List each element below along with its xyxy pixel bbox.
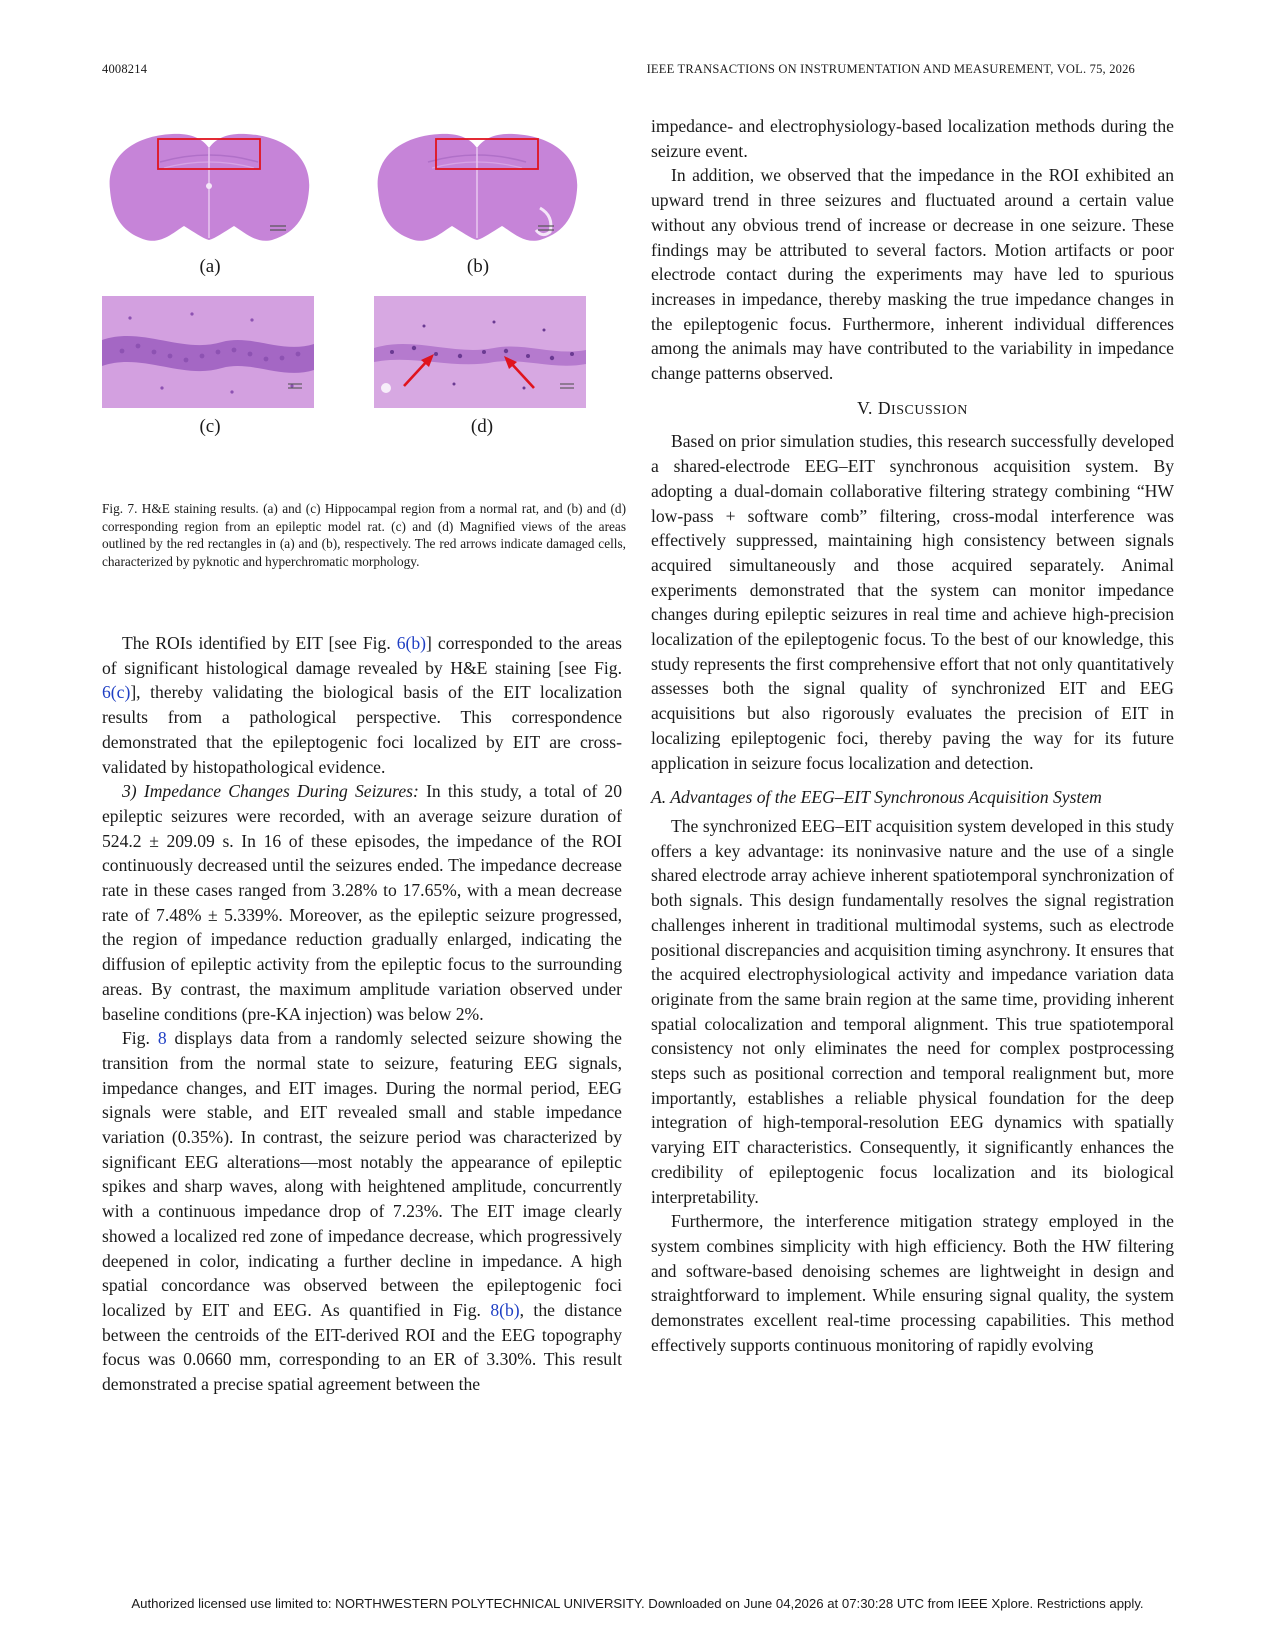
paragraph: Furthermore, the interference mitigation strategy employed in the system combines simplicity with high efficiency. Both the HW filtering and software-based denoising schemes are lightweight in design and straightforward to implement. While ensuring signal quality, the system demonstrates excellent real-time processing capabilities. This method effectively supports continuous monitoring of rapidly evolving xyxy=(651,1211,1174,1355)
paragraph: Fig. 8 displays data from a randomly selected seizure showing the transition from the normal state to seizure, featuring EEG signals, impedance changes, and EIT images. During the normal period, EEG signals were stable, and EIT revealed small and stable impedance variation (0.35%). In contrast, the seizure period was characterized by significant EEG alterations—most notably the appearance of epileptic spikes and sharp waves, along with heightened amplitude, concurrently with a continuous impedance drop of 7.23%. The EIT image clearly showed a localized red zone of impedance decrease, which progressively deepened in color, indicating a further decline in impedance. A high spatial concordance was observed between the epileptogenic foci localized by EIT and EEG. As quantified in Fig. 8(b), the distance between the centroids of the EIT-derived ROI and the EEG topography focus was 0.0660 mm, corresponding to an ER of 3.30%. This result demonstrated a precise spatial agreement between the xyxy=(102,1028,622,1395)
panel-a-brain-slice xyxy=(102,128,317,252)
journal-header: IEEE TRANSACTIONS ON INSTRUMENTATION AND MEASUREMENT, VOL. 75, 2026 xyxy=(646,62,1135,76)
figure-reference-link[interactable]: 8(b) xyxy=(490,1299,520,1320)
paragraph: Based on prior simulation studies, this research successfully developed a shared-electrode EEG–EIT synchronous acquisition system. By adopting a dual-domain collaborative filtering strategy combining “HW low-pass + software comb” filtering, cross-modal interference was effectively suppressed, maintaining high consistency between signals acquired simultaneously and those acquired separately. Animal experiments demonstrated that the system can monitor impedance changes during epileptic seizures in real time and achieve high-precision localization of the epileptogenic focus. To the best of our knowledge, this study represents the first comprehensive effort that not only quantitatively assesses both the signal quality of synchronized EIT and EEG acquisitions but also rigorously evaluates the precision of EIT in localizing epileptogenic foci, thereby paving the way for its future application in seizure focus localization and detection. xyxy=(651,431,1174,773)
figure-7 xyxy=(102,128,622,468)
panel-c-magnified xyxy=(102,296,314,408)
figure-caption: Fig. 7. H&E staining results. (a) and (c) Hippocampal region from a normal rat, and (b) and (d) corresponding region from an epileptic model rat. (c) and (d) Magnified views of the areas outlined by the red rectangles in (a) and (b), respectively. The red arrows indicate damaged cells, characterized by pyknotic and hyperchromatic morphology. xyxy=(102,501,626,569)
right-column xyxy=(651,114,1174,1357)
subsection-heading: A. Advantages of the EEG–EIT Synchronous Acquisition System xyxy=(651,787,1102,808)
page-number: 4008214 xyxy=(102,62,148,76)
paragraph: impedance- and electrophysiology-based localization methods during the seizure event. xyxy=(651,116,1174,161)
subsection-heading: 3) Impedance Changes During Seizures: xyxy=(122,781,419,802)
paragraph: The ROIs identified by EIT [see Fig. 6(b)] corresponded to the areas of significant histological damage revealed by H&E staining [see Fig. 6(c)], thereby validating the biological basis of the EIT localization results from a pathological perspective. This correspondence demonstrated that the epileptogenic foci localized by EIT are cross-validated by histopathological evidence. xyxy=(102,633,622,777)
figure-reference-link[interactable]: 6(b) xyxy=(396,633,427,653)
label-d: (d) xyxy=(470,416,494,437)
left-column xyxy=(102,631,622,1397)
panel-d-magnified xyxy=(374,296,586,408)
paragraph: In addition, we observed that the impedance in the ROI exhibited an upward trend in three seizures and fluctuated around a certain value without any obvious trend of increase or decrease in one seizure. These findings may be attributed to several factors. Motion artifacts or poor electrode contact during the experiments may have led to spurious increases in impedance, thereby masking the true impedance changes in the epileptogenic focus. Furthermore, inherent individual differences among the animals may have contributed to the variability in impedance change patterns observed. xyxy=(651,165,1174,384)
section-heading: V. DISCUSSION xyxy=(857,397,968,418)
label-b: (b) xyxy=(466,256,490,277)
figure-reference-link[interactable]: 6(c) xyxy=(102,682,131,703)
panel-b-brain-slice xyxy=(370,128,585,252)
license-footer: Authorized licensed use limited to: NORTHWESTERN POLYTECHNICAL UNIVERSITY. Downloaded on June 04,2026 at 07:30:28 UTC from IEEE Xplore. Restrictions apply. xyxy=(131,1596,1144,1611)
paragraph: 3) Impedance Changes During Seizures: In this study, a total of 20 epileptic seizures were recorded, with an average seizure duration of 524.2 ± 209.09 s. In 16 of these episodes, the impedance of the ROI continuously decreased until the seizures ended. The impedance decrease rate in these cases ranged from 3.28% to 17.65%, with a mean decrease rate of 7.48% ± 5.339%. Moreover, as the epileptic seizure progressed, the region of impedance reduction gradually enlarged, indicating the diffusion of epileptic activity from the epileptic focus to the surrounding areas. By contrast, the maximum amplitude variation observed under baseline conditions (pre-KA injection) was below 2%. xyxy=(102,781,623,1024)
label-c: (c) xyxy=(199,416,221,437)
paragraph: The synchronized EEG–EIT acquisition system developed in this study offers a key advantage: its noninvasive nature and the use of a single shared electrode array achieve inherent spatiotemporal synchronization of both signals. This design fundamentally resolves the signal registration challenges inherent in traditional multimodal systems, such as electrode positional discrepancies and acquisition timing asynchrony. It ensures that the acquired electrophysiological activity and impedance variation data originate from the same brain region at the same time, providing inherent spatial colocalization and temporal alignment. This true spatiotemporal consistency not only eliminates the need for complex postprocessing steps such as positional correction and temporal realignment but, more importantly, establishes a reliable physical foundation for the deep integration of high-temporal-resolution EEG dynamics with spatially varying EIT characteristics. Consequently, it significantly enhances the credibility of epileptogenic focus localization and its biological interpretability. xyxy=(651,815,1174,1207)
label-a: (a) xyxy=(199,256,221,277)
figure-reference-link[interactable]: 8 xyxy=(157,1028,167,1049)
